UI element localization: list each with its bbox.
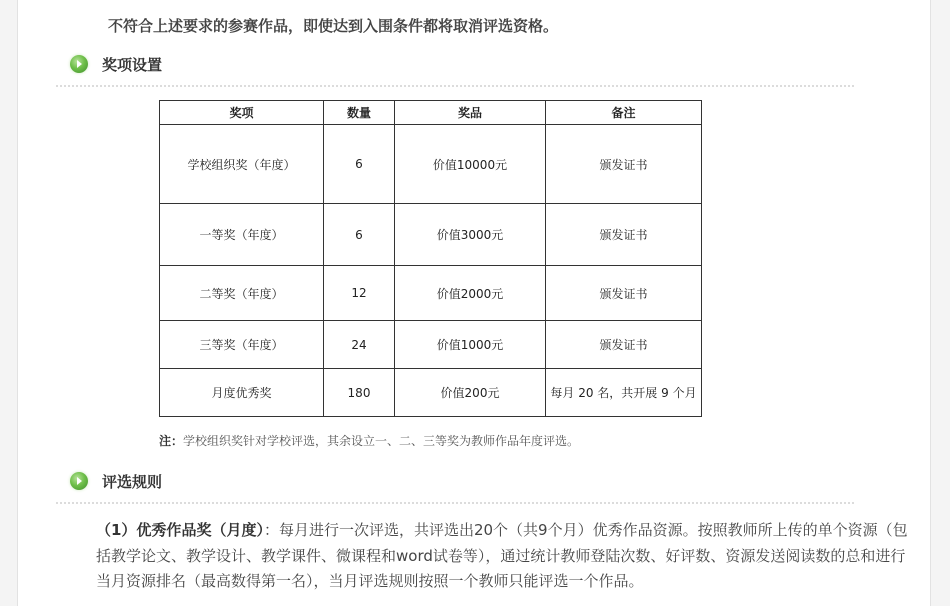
cell-award: 三等奖（年度） xyxy=(160,321,324,369)
table-row xyxy=(160,125,702,204)
green-bullet-icon xyxy=(70,472,88,490)
page-content xyxy=(17,0,931,606)
cell-quantity: 6 xyxy=(324,204,395,266)
cell-quantity: 6 xyxy=(324,125,395,204)
header-award: 奖项 xyxy=(160,101,324,125)
rule-title: （1）优秀作品奖（月度） xyxy=(96,521,264,539)
awards-table xyxy=(159,100,702,417)
cell-prize: 价值10000元 xyxy=(395,125,546,204)
section-rules-title: 评选规则 xyxy=(102,472,163,491)
cell-quantity: 180 xyxy=(324,369,395,417)
section-rules-header xyxy=(70,470,162,492)
header-remark: 备注 xyxy=(546,101,702,125)
rule-paragraph xyxy=(96,518,916,595)
table-row xyxy=(160,266,702,321)
table-row xyxy=(160,369,702,417)
note-text: 学校组织奖针对学校评选，其余设立一、二、三等奖为教师作品年度评选。 xyxy=(183,434,580,448)
cell-quantity: 12 xyxy=(324,266,395,321)
header-prize: 奖品 xyxy=(395,101,546,125)
cell-prize: 价值200元 xyxy=(395,369,546,417)
cell-remark: 颁发证书 xyxy=(546,125,702,204)
cell-remark: 颁发证书 xyxy=(546,321,702,369)
intro-text: 不符合上述要求的参赛作品，即使达到入围条件都将取消评选资格。 xyxy=(108,17,559,35)
cell-prize: 价值1000元 xyxy=(395,321,546,369)
cell-remark: 颁发证书 xyxy=(546,204,702,266)
table-row xyxy=(160,321,702,369)
cell-quantity: 24 xyxy=(324,321,395,369)
table-row xyxy=(160,204,702,266)
cell-award: 月度优秀奖 xyxy=(160,369,324,417)
section-divider xyxy=(56,85,854,87)
cell-remark: 每月 20 名，共开展 9 个月 xyxy=(546,369,702,417)
cell-prize: 价值3000元 xyxy=(395,204,546,266)
cell-prize: 价值2000元 xyxy=(395,266,546,321)
cell-remark: 颁发证书 xyxy=(546,266,702,321)
section-awards-title: 奖项设置 xyxy=(102,55,163,74)
section-divider xyxy=(56,502,854,504)
header-quantity: 数量 xyxy=(324,101,395,125)
green-bullet-icon xyxy=(70,55,88,73)
cell-award: 二等奖（年度） xyxy=(160,266,324,321)
cell-award: 学校组织奖（年度） xyxy=(160,125,324,204)
table-note xyxy=(159,432,579,449)
section-awards-header xyxy=(70,53,162,75)
table-header-row xyxy=(160,101,702,125)
cell-award: 一等奖（年度） xyxy=(160,204,324,266)
note-label: 注： xyxy=(159,434,184,448)
rule-text: ：每月进行一次评选，共评选出20个（共9个月）优秀作品资源。按照教师所上传的单个资源（包括教学论文、教学设计、教学课件、微课程和word试卷等），通过统计教师登陆次数、好评数、资源发送阅读数的总和进行当月资源排名（最高数得第一名），当月评选规则按照一个教师只能评选一个作品。 xyxy=(96,521,908,590)
